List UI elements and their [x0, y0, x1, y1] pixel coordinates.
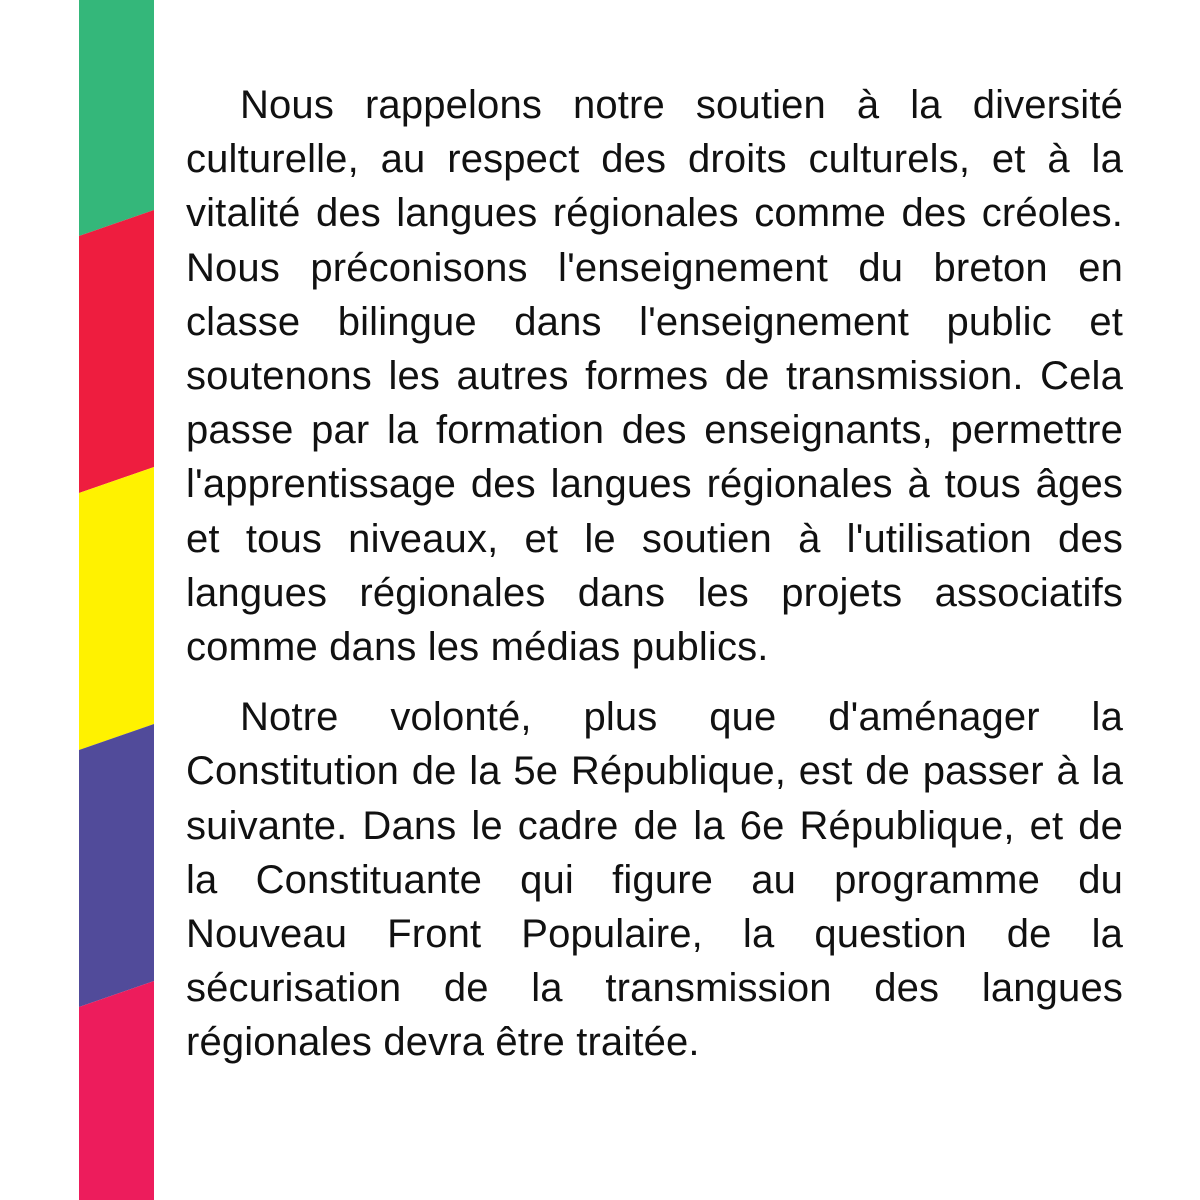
stripe-band-red [79, 210, 154, 493]
body-text [186, 78, 1123, 1070]
color-stripe [79, 0, 154, 1200]
paragraph-constitution: Notre volonté, plus que d'aménager la Constitution de la 5e République, est de passer à la suivante. Dans le cadre de la 6e République, et de la Constituante qui figure au programme du Nouveau Front Populaire, la question de la sécurisation de la transmission des langues régionales devra être traitée. [186, 695, 1123, 1065]
stripe-band-purple [79, 724, 154, 1007]
stripe-band-pink [79, 981, 154, 1200]
stripe-band-yellow [79, 467, 154, 750]
color-stripe-graphic [79, 0, 154, 1200]
paragraph-languages: Nous rappelons notre soutien à la diversité culturelle, au respect des droits culturels, et à la vitalité des langues régionales comme des créoles. Nous préconisons l'enseignement du breton en classe bilingue dans l'enseignement public et soutenons les autres formes de transmission. Cela passe par la formation des enseignants, permettre l'apprentissage des langues régionales à tous âges et tous niveaux, et le soutien à l'utilisation des langues régionales dans les projets associatifs comme dans les médias publics. [186, 83, 1123, 670]
stripe-band-green [79, 0, 154, 236]
